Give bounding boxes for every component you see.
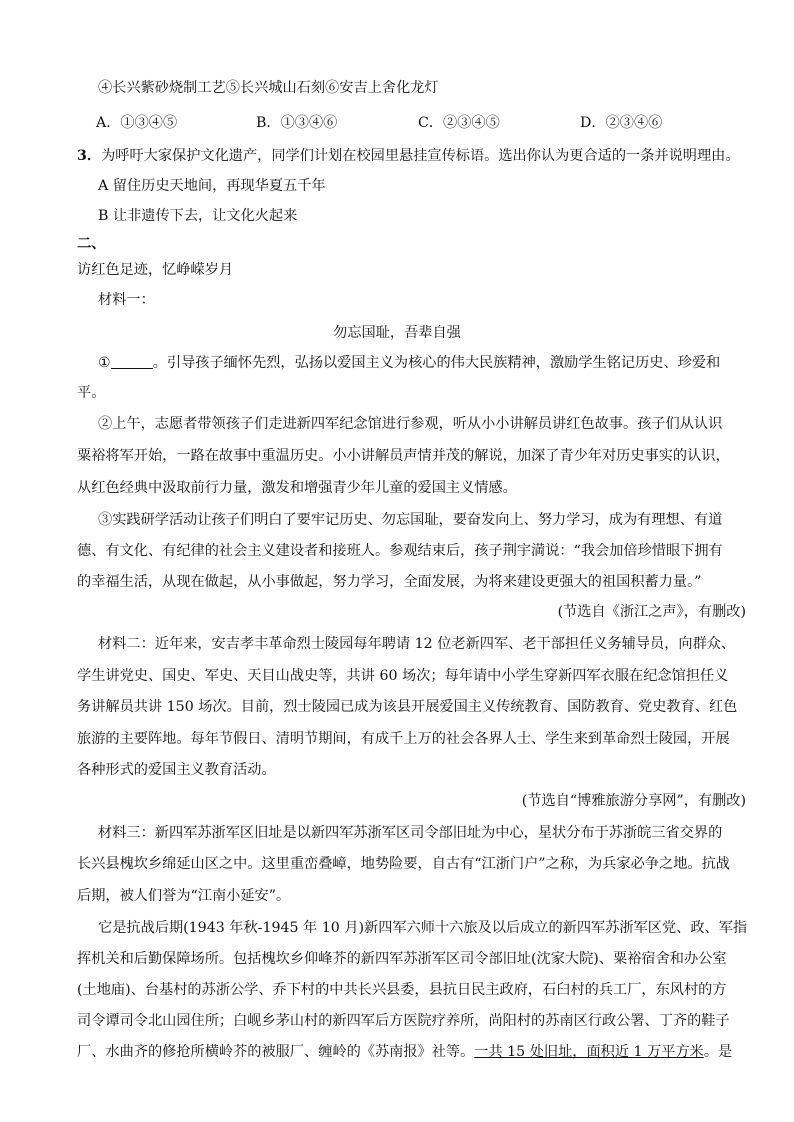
q2-option-b: B．①③④⑥ bbox=[256, 115, 338, 131]
m3-underlined-phrase: 一共 15 处旧址，面积近 1 万平方米 bbox=[474, 1044, 704, 1060]
m2-line4: 旅游的主要阵地。每年节假日、清明节期间，有成千上万的社会各界人士、学生来到革命烈士陵园，开展 bbox=[77, 731, 730, 747]
q2-option-a: A．①③④⑤ bbox=[96, 115, 178, 131]
m1-para2-line3: 从红色经典中汲取前行力量，激发和增强青少年儿童的爱国主义情感。 bbox=[77, 480, 517, 496]
m1-para3-line1: ③实践研学活动让孩子们明白了要牢记历史、勿忘国耻，要奋发向上、努力学习，成为有理想、有道 bbox=[98, 512, 723, 528]
m3-line1: 材料三：新四军苏浙军区旧址是以新四军苏浙军区司令部旧址为中心，星状分布于苏浙皖三省交界的 bbox=[98, 825, 723, 841]
m1-para1-line2: 平。 bbox=[77, 385, 106, 401]
q2-items-continued: ④长兴紫砂烧制工艺⑤长兴城山石刻⑥安吉上舍化龙灯 bbox=[98, 80, 439, 96]
q3-option-b: B 让非遗传下去，让文化火起来 bbox=[98, 208, 298, 224]
m1-para1-line1 bbox=[98, 353, 720, 373]
m3-para2-line4: 司令谭司令北山园住所；白岘乡茅山村的新四军后方医院疗养所，尚阳村的苏南区行政公署、丁齐的鞋子 bbox=[77, 1013, 730, 1029]
q3-stem bbox=[77, 146, 740, 166]
m3-para2-line1: 它是抗战后期(1943 年秋-1945 年 10 月)新四军六师十六旅及以后成立的新四军苏浙军区党、政、军指 bbox=[98, 920, 748, 936]
m3-line2: 长兴县槐坎乡绵延山区之中。这里重峦叠嶂，地势险要，自古有“江浙门户”之称，为兵家必争之地。抗战 bbox=[77, 856, 730, 872]
m1-para2-line2: 粟裕将军开始，一路在故事中重温历史。小小讲解员声情并茂的解说，加深了青少年对历史事实的认识， bbox=[77, 448, 730, 464]
q3-stem-text: 为呼吁大家保护文化遗产，同学们计划在校园里悬挂宣传标语。选出你认为更合适的一条并说明理由。 bbox=[101, 148, 740, 164]
circled-number-1: ① bbox=[98, 355, 111, 371]
fill-blank[interactable] bbox=[111, 354, 153, 369]
q2-option-d: D．②③④⑥ bbox=[580, 115, 663, 131]
m2-line1: 材料二：近年来，安吉孝丰革命烈士陵园每年聘请 12 位老新四军、老干部担任义务辅导员，向群众、 bbox=[98, 636, 736, 652]
q2-option-c: C．②③④⑤ bbox=[418, 115, 500, 131]
m1-para1-text: 。引导孩子缅怀先烈，弘扬以爱国主义为核心的伟大民族精神，激励学生铭记历史、珍爱和 bbox=[152, 355, 721, 371]
m3-para2-line3: (土地庙)、台基村的苏浙公学、乔下村的中共长兴县委，县抗日民主政府，石臼村的兵工厂，东风村的方 bbox=[77, 982, 727, 998]
m2-line3: 务讲解员共讲 150 场次。目前，烈士陵园已成为该县开展爱国主义传统教育、国防教育、党史教育、红色 bbox=[77, 699, 738, 715]
m2-line5: 各种形式的爱国主义教育活动。 bbox=[77, 762, 276, 778]
m1-para3-line2: 德、有文化、有纪律的社会主义建设者和接班人。参观结束后，孩子荆宇満说：“我会加倍珍惜眼下拥有 bbox=[77, 543, 723, 559]
m3-para2-line2: 挥机关和后勤保障场所。包括槐坎乡仰峰芥的新四军苏浙军区司令部旧址(沈家大院)、粟裕宿舍和办公室 bbox=[77, 951, 727, 967]
m1-para2-line1: ②上午，志愿者带领孩子们走进新四军纪念馆进行参观，听从小小讲解员讲红色故事。孩子们从认识 bbox=[98, 416, 723, 432]
m3-para2-line5-text: 厂、水曲齐的修抢所横岭芥的被服厂、缠岭的《苏南报》社等。 bbox=[77, 1044, 475, 1060]
m1-para3-line3: 的幸福生活，从现在做起，从小事做起，努力学习，全面发展，为将来建设更强大的祖国积蓄力量。” bbox=[77, 574, 702, 590]
m3-para2-line5-end: 。是 bbox=[703, 1044, 733, 1060]
m2-line2: 学生讲党史、国史、军史、天目山战史等，共讲 60 场次；每年请中小学生穿新四军衣服在纪念馆担任义 bbox=[77, 668, 729, 684]
material1-label: 材料一： bbox=[98, 292, 155, 308]
material1-title: 勿忘国耻，吾辈自强 bbox=[333, 325, 461, 341]
q3-option-a: A 留住历史天地间，再现华夏五千年 bbox=[98, 178, 326, 194]
section-heading: 二、 bbox=[77, 236, 106, 252]
q3-number: 3． bbox=[77, 148, 102, 164]
m1-source: (节选自《浙江之声》，有删改) bbox=[557, 604, 746, 620]
section-topic: 访红色足迹，忆峥嵘岁月 bbox=[77, 262, 234, 278]
m2-source: (节选自“博雅旅游分享网”，有删改) bbox=[521, 793, 746, 809]
m3-line3: 后期，被人们誉为“江南小延安”。 bbox=[77, 888, 291, 904]
m3-para2-line5 bbox=[77, 1042, 732, 1062]
